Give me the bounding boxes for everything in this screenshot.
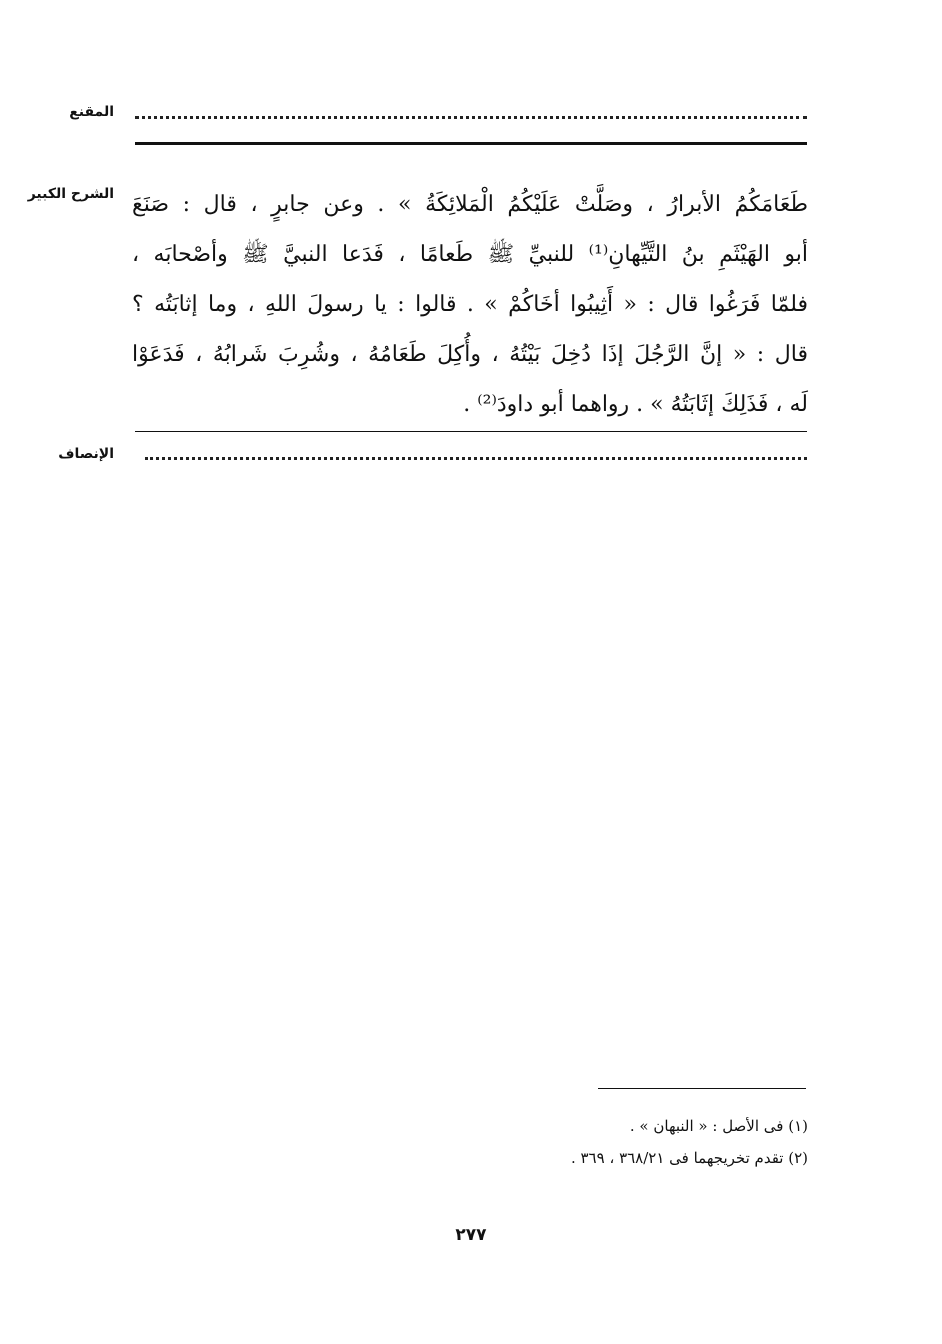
footnote-item: (١) فى الأصل : « النبهان » . bbox=[629, 1117, 808, 1135]
page-number: ٢٧٧ bbox=[455, 1225, 487, 1245]
thin-rule bbox=[135, 431, 807, 432]
footnotes bbox=[420, 1110, 808, 1174]
dotted-separator-top bbox=[135, 116, 807, 119]
section-label-muqni: المقنع bbox=[69, 104, 114, 120]
text-line: أبو الهَيْثَمِ بنُ التَّيِّهانِ⁽¹⁾ للنبيِّ ﷺ طَعامًا ، فَدَعا النبيَّ ﷺ وأصْحابَه ، bbox=[132, 242, 808, 267]
section-label-insaf: الإنصاف bbox=[58, 446, 114, 462]
text-line: قال : « إنَّ الرَّجُلَ إذَا دُخِلَ بَيْتُهُ ، وأُكِلَ طَعَامُهُ ، وشُرِبَ شَرابُهُ ، فَدَعَوْا bbox=[132, 342, 808, 367]
footnote-item: (٢) تقدم تخريجهما فى ٣٦٨/٢١ ، ٣٦٩ . bbox=[570, 1149, 808, 1167]
dotted-separator-bottom bbox=[145, 457, 807, 460]
footnote-rule bbox=[598, 1088, 806, 1089]
section-label-sharh: الشرح الكبير bbox=[27, 186, 114, 202]
commentary-text bbox=[132, 180, 808, 430]
text-line: فلمّا فَرَغُوا قال : « أَثِيبُوا أخَاكُمْ » . قالوا : يا رسولَ اللهِ ، وما إثابَتُه ؟ bbox=[132, 292, 808, 317]
thick-rule bbox=[135, 142, 807, 145]
text-line: طَعَامَكُمُ الأبرارُ ، وصَلَّتْ عَلَيْكُمُ الْمَلائِكَةُ » . وعن جابرٍ ، قال : صَنَعَ bbox=[132, 192, 808, 217]
text-line: لَه ، فَذَلِكَ إثَابَتُهُ » . رواهما أبو داودَ⁽²⁾ . bbox=[463, 392, 808, 417]
